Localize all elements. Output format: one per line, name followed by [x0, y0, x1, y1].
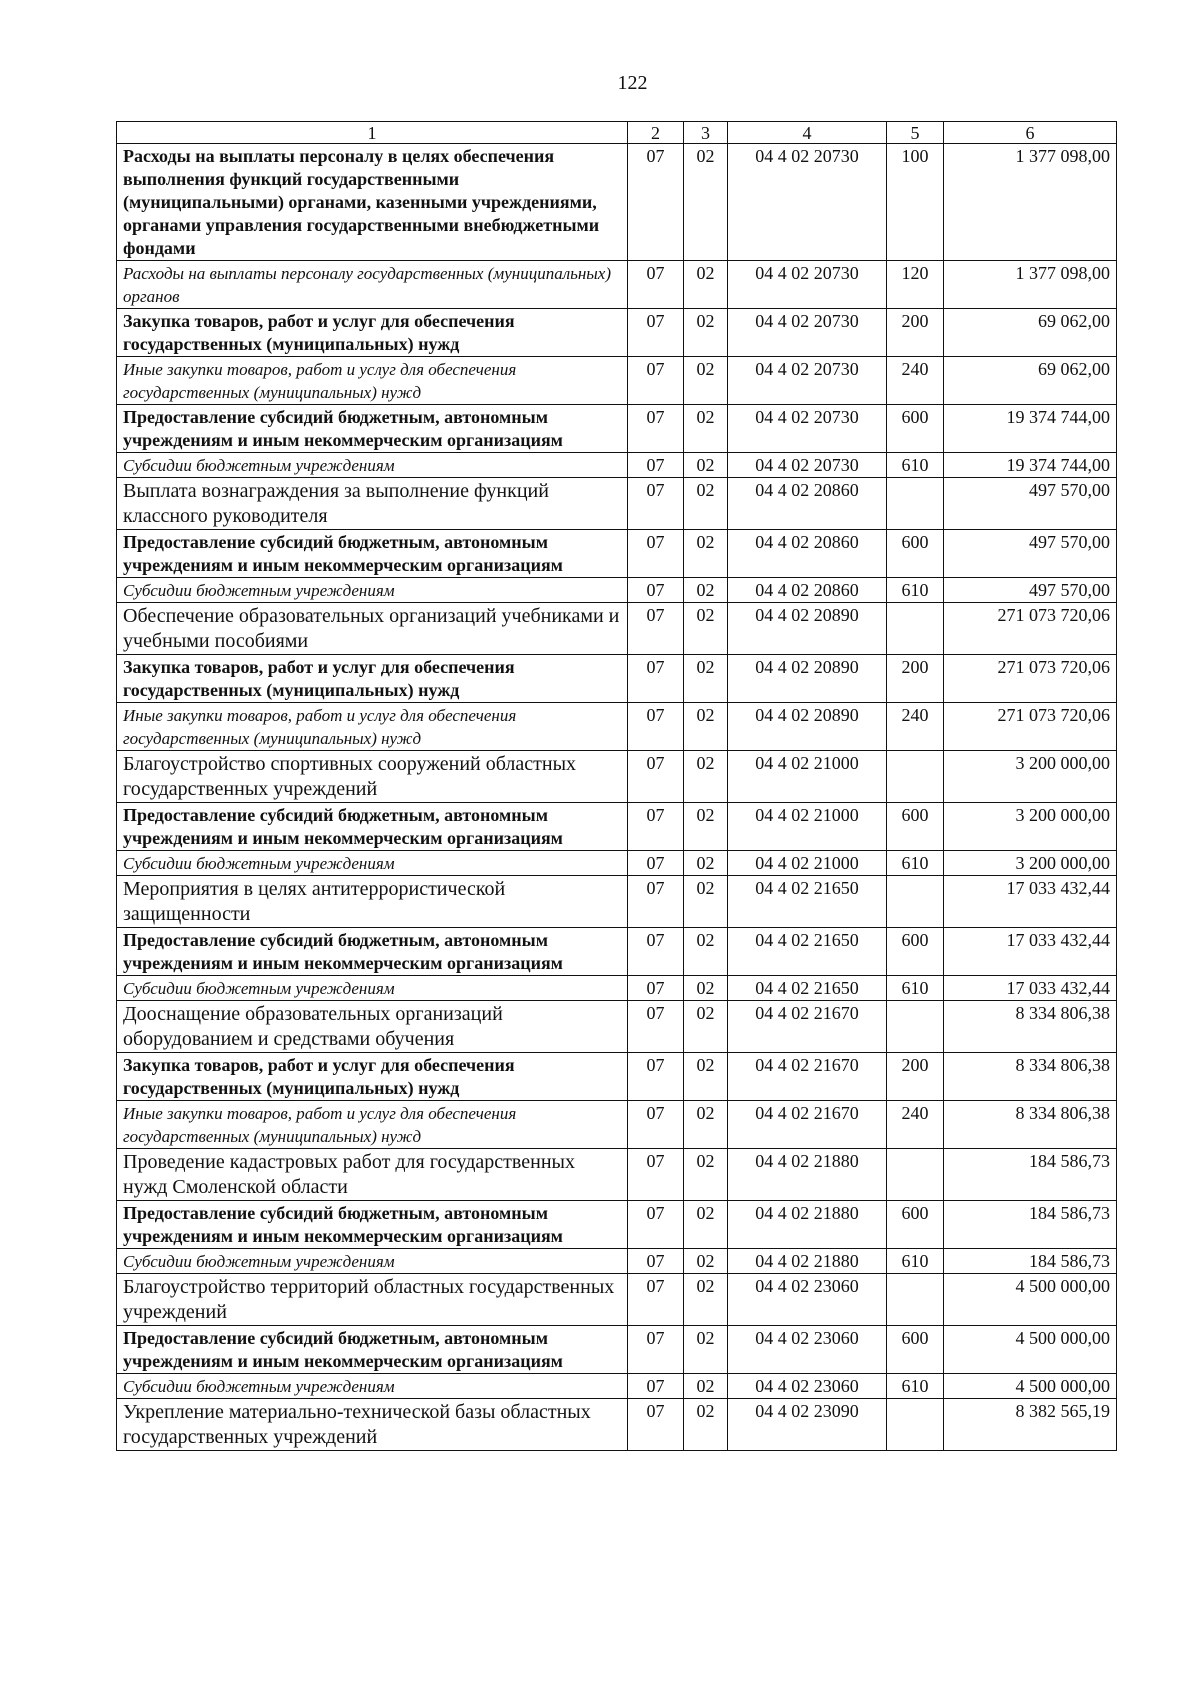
subsection-code: 02: [684, 1101, 728, 1149]
section-code: 07: [628, 751, 684, 803]
expense-type-code: [887, 1274, 944, 1326]
target-article-code: 04 4 02 23090: [728, 1399, 887, 1451]
amount: 3 200 000,00: [944, 803, 1117, 851]
item-name: Субсидии бюджетным учреждениям: [117, 578, 628, 603]
target-article-code: 04 4 02 20890: [728, 655, 887, 703]
amount: 17 033 432,44: [944, 928, 1117, 976]
item-name: Укрепление материально-технической базы областных государственных учреждений: [117, 1399, 628, 1451]
subsection-code: 02: [684, 1053, 728, 1101]
target-article-code: 04 4 02 20860: [728, 530, 887, 578]
target-article-code: 04 4 02 21650: [728, 928, 887, 976]
expense-type-code: 610: [887, 851, 944, 876]
item-name: Иные закупки товаров, работ и услуг для обеспечения государственных (муниципальных) нужд: [117, 357, 628, 405]
header-cell-3: 3: [684, 122, 728, 144]
subsection-code: 02: [684, 578, 728, 603]
amount: 184 586,73: [944, 1149, 1117, 1201]
subsection-code: 02: [684, 530, 728, 578]
item-name: Выплата вознаграждения за выполнение функций классного руководителя: [117, 478, 628, 530]
subsection-code: 02: [684, 144, 728, 261]
section-code: 07: [628, 603, 684, 655]
amount: 17 033 432,44: [944, 976, 1117, 1001]
target-article-code: 04 4 02 21670: [728, 1053, 887, 1101]
table-row: [117, 1001, 1117, 1053]
amount: 271 073 720,06: [944, 655, 1117, 703]
item-name: Предоставление субсидий бюджетным, автономным учреждениям и иным некоммерческим организациям: [117, 1326, 628, 1374]
target-article-code: 04 4 02 21880: [728, 1149, 887, 1201]
target-article-code: 04 4 02 20730: [728, 405, 887, 453]
subsection-code: 02: [684, 928, 728, 976]
expense-type-code: 610: [887, 1374, 944, 1399]
target-article-code: 04 4 02 23060: [728, 1326, 887, 1374]
amount: 271 073 720,06: [944, 603, 1117, 655]
expense-type-code: 240: [887, 357, 944, 405]
section-code: 07: [628, 357, 684, 405]
table-row: [117, 1053, 1117, 1101]
target-article-code: 04 4 02 20730: [728, 357, 887, 405]
item-name: Расходы на выплаты персоналу государственных (муниципальных) органов: [117, 261, 628, 309]
expense-type-code: [887, 1149, 944, 1201]
amount: 1 377 098,00: [944, 144, 1117, 261]
table-row: [117, 928, 1117, 976]
subsection-code: 02: [684, 803, 728, 851]
expense-type-code: [887, 478, 944, 530]
expense-type-code: 600: [887, 1201, 944, 1249]
table-row: [117, 803, 1117, 851]
section-code: 07: [628, 530, 684, 578]
table-row: [117, 1274, 1117, 1326]
subsection-code: 02: [684, 1249, 728, 1274]
expense-type-code: 610: [887, 578, 944, 603]
target-article-code: 04 4 02 21880: [728, 1249, 887, 1274]
section-code: 07: [628, 1374, 684, 1399]
section-code: 07: [628, 928, 684, 976]
item-name: Субсидии бюджетным учреждениям: [117, 976, 628, 1001]
budget-table: [116, 121, 1117, 1451]
item-name: Субсидии бюджетным учреждениям: [117, 1249, 628, 1274]
section-code: 07: [628, 261, 684, 309]
section-code: 07: [628, 1053, 684, 1101]
item-name: Закупка товаров, работ и услуг для обеспечения государственных (муниципальных) нужд: [117, 655, 628, 703]
table-row: [117, 851, 1117, 876]
amount: 271 073 720,06: [944, 703, 1117, 751]
target-article-code: 04 4 02 20730: [728, 261, 887, 309]
section-code: 07: [628, 144, 684, 261]
section-code: 07: [628, 655, 684, 703]
section-code: 07: [628, 405, 684, 453]
target-article-code: 04 4 02 21000: [728, 751, 887, 803]
item-name: Предоставление субсидий бюджетным, автономным учреждениям и иным некоммерческим организациям: [117, 803, 628, 851]
section-code: 07: [628, 876, 684, 928]
table-row: [117, 357, 1117, 405]
subsection-code: 02: [684, 1001, 728, 1053]
table-row: [117, 976, 1117, 1001]
target-article-code: 04 4 02 20730: [728, 144, 887, 261]
subsection-code: 02: [684, 1399, 728, 1451]
expense-type-code: 610: [887, 453, 944, 478]
table-row: [117, 1201, 1117, 1249]
item-name: Предоставление субсидий бюджетным, автономным учреждениям и иным некоммерческим организациям: [117, 928, 628, 976]
header-cell-5: 5: [887, 122, 944, 144]
amount: 3 200 000,00: [944, 851, 1117, 876]
item-name: Дооснащение образовательных организаций оборудованием и средствами обучения: [117, 1001, 628, 1053]
expense-type-code: 200: [887, 1053, 944, 1101]
subsection-code: 02: [684, 751, 728, 803]
subsection-code: 02: [684, 261, 728, 309]
expense-type-code: [887, 1001, 944, 1053]
target-article-code: 04 4 02 20860: [728, 578, 887, 603]
amount: 8 334 806,38: [944, 1053, 1117, 1101]
amount: 19 374 744,00: [944, 405, 1117, 453]
item-name: Закупка товаров, работ и услуг для обеспечения государственных (муниципальных) нужд: [117, 309, 628, 357]
target-article-code: 04 4 02 21670: [728, 1101, 887, 1149]
subsection-code: 02: [684, 453, 728, 478]
expense-type-code: 610: [887, 1249, 944, 1274]
target-article-code: 04 4 02 21000: [728, 803, 887, 851]
table-row: [117, 655, 1117, 703]
amount: 17 033 432,44: [944, 876, 1117, 928]
item-name: Предоставление субсидий бюджетным, автономным учреждениям и иным некоммерческим организациям: [117, 530, 628, 578]
subsection-code: 02: [684, 976, 728, 1001]
subsection-code: 02: [684, 1149, 728, 1201]
target-article-code: 04 4 02 23060: [728, 1274, 887, 1326]
subsection-code: 02: [684, 1201, 728, 1249]
target-article-code: 04 4 02 20730: [728, 453, 887, 478]
amount: 497 570,00: [944, 478, 1117, 530]
section-code: 07: [628, 1399, 684, 1451]
table-row: [117, 144, 1117, 261]
item-name: Иные закупки товаров, работ и услуг для обеспечения государственных (муниципальных) нужд: [117, 703, 628, 751]
header-cell-4: 4: [728, 122, 887, 144]
section-code: 07: [628, 1149, 684, 1201]
subsection-code: 02: [684, 876, 728, 928]
header-cell-6: 6: [944, 122, 1117, 144]
header-row: [117, 122, 1117, 144]
item-name: Обеспечение образовательных организаций учебниками и учебными пособиями: [117, 603, 628, 655]
target-article-code: 04 4 02 21650: [728, 976, 887, 1001]
item-name: Закупка товаров, работ и услуг для обеспечения государственных (муниципальных) нужд: [117, 1053, 628, 1101]
amount: 1 377 098,00: [944, 261, 1117, 309]
section-code: 07: [628, 703, 684, 751]
amount: 4 500 000,00: [944, 1374, 1117, 1399]
item-name: Предоставление субсидий бюджетным, автономным учреждениям и иным некоммерческим организациям: [117, 1201, 628, 1249]
section-code: 07: [628, 803, 684, 851]
section-code: 07: [628, 976, 684, 1001]
table-row: [117, 751, 1117, 803]
page-number: 122: [617, 72, 648, 94]
item-name: Субсидии бюджетным учреждениям: [117, 851, 628, 876]
subsection-code: 02: [684, 1274, 728, 1326]
item-name: Благоустройство спортивных сооружений областных государственных учреждений: [117, 751, 628, 803]
target-article-code: 04 4 02 23060: [728, 1374, 887, 1399]
item-name: Мероприятия в целях антитеррористической защищенности: [117, 876, 628, 928]
section-code: 07: [628, 309, 684, 357]
section-code: 07: [628, 1249, 684, 1274]
amount: 69 062,00: [944, 357, 1117, 405]
item-name: Субсидии бюджетным учреждениям: [117, 1374, 628, 1399]
section-code: 07: [628, 478, 684, 530]
expense-type-code: 100: [887, 144, 944, 261]
target-article-code: 04 4 02 21000: [728, 851, 887, 876]
item-name: Расходы на выплаты персоналу в целях обеспечения выполнения функций государственными (муниципальными) органами, казенными учреждениями, органами управления государственными внебюджетными фондами: [117, 144, 628, 261]
expense-type-code: 600: [887, 405, 944, 453]
expense-type-code: 600: [887, 803, 944, 851]
expense-type-code: 610: [887, 976, 944, 1001]
item-name: Предоставление субсидий бюджетным, автономным учреждениям и иным некоммерческим организациям: [117, 405, 628, 453]
target-article-code: 04 4 02 21670: [728, 1001, 887, 1053]
subsection-code: 02: [684, 478, 728, 530]
expense-type-code: [887, 1399, 944, 1451]
expense-type-code: 200: [887, 655, 944, 703]
amount: 8 382 565,19: [944, 1399, 1117, 1451]
subsection-code: 02: [684, 703, 728, 751]
target-article-code: 04 4 02 20890: [728, 603, 887, 655]
table-row: [117, 876, 1117, 928]
header-cell-2: 2: [628, 122, 684, 144]
expense-type-code: 240: [887, 1101, 944, 1149]
section-code: 07: [628, 1274, 684, 1326]
amount: 497 570,00: [944, 530, 1117, 578]
amount: 497 570,00: [944, 578, 1117, 603]
table-row: [117, 1149, 1117, 1201]
table-row: [117, 478, 1117, 530]
expense-type-code: [887, 876, 944, 928]
target-article-code: 04 4 02 20730: [728, 309, 887, 357]
section-code: 07: [628, 453, 684, 478]
amount: 3 200 000,00: [944, 751, 1117, 803]
table-row: [117, 1326, 1117, 1374]
expense-type-code: 600: [887, 928, 944, 976]
table-row: [117, 530, 1117, 578]
amount: 8 334 806,38: [944, 1001, 1117, 1053]
subsection-code: 02: [684, 603, 728, 655]
amount: 184 586,73: [944, 1249, 1117, 1274]
subsection-code: 02: [684, 405, 728, 453]
section-code: 07: [628, 578, 684, 603]
expense-type-code: 600: [887, 1326, 944, 1374]
subsection-code: 02: [684, 1374, 728, 1399]
table-row: [117, 1399, 1117, 1451]
table-row: [117, 309, 1117, 357]
table-row: [117, 703, 1117, 751]
table-row: [117, 1249, 1117, 1274]
target-article-code: 04 4 02 20890: [728, 703, 887, 751]
table-row: [117, 578, 1117, 603]
table-row: [117, 603, 1117, 655]
amount: 4 500 000,00: [944, 1326, 1117, 1374]
item-name: Благоустройство территорий областных государственных учреждений: [117, 1274, 628, 1326]
table-row: [117, 1101, 1117, 1149]
section-code: 07: [628, 1101, 684, 1149]
amount: 8 334 806,38: [944, 1101, 1117, 1149]
item-name: Проведение кадастровых работ для государственных нужд Смоленской области: [117, 1149, 628, 1201]
amount: 19 374 744,00: [944, 453, 1117, 478]
subsection-code: 02: [684, 309, 728, 357]
target-article-code: 04 4 02 20860: [728, 478, 887, 530]
section-code: 07: [628, 851, 684, 876]
expense-type-code: 200: [887, 309, 944, 357]
amount: 69 062,00: [944, 309, 1117, 357]
subsection-code: 02: [684, 655, 728, 703]
table-row: [117, 405, 1117, 453]
subsection-code: 02: [684, 851, 728, 876]
target-article-code: 04 4 02 21880: [728, 1201, 887, 1249]
amount: 4 500 000,00: [944, 1274, 1117, 1326]
amount: 184 586,73: [944, 1201, 1117, 1249]
item-name: Субсидии бюджетным учреждениям: [117, 453, 628, 478]
table-row: [117, 261, 1117, 309]
expense-type-code: 240: [887, 703, 944, 751]
expense-type-code: 120: [887, 261, 944, 309]
expense-type-code: [887, 603, 944, 655]
item-name: Иные закупки товаров, работ и услуг для обеспечения государственных (муниципальных) нужд: [117, 1101, 628, 1149]
section-code: 07: [628, 1326, 684, 1374]
subsection-code: 02: [684, 357, 728, 405]
expense-type-code: [887, 751, 944, 803]
section-code: 07: [628, 1001, 684, 1053]
table-row: [117, 453, 1117, 478]
header-cell-1: 1: [117, 122, 628, 144]
subsection-code: 02: [684, 1326, 728, 1374]
table-row: [117, 1374, 1117, 1399]
section-code: 07: [628, 1201, 684, 1249]
target-article-code: 04 4 02 21650: [728, 876, 887, 928]
expense-type-code: 600: [887, 530, 944, 578]
